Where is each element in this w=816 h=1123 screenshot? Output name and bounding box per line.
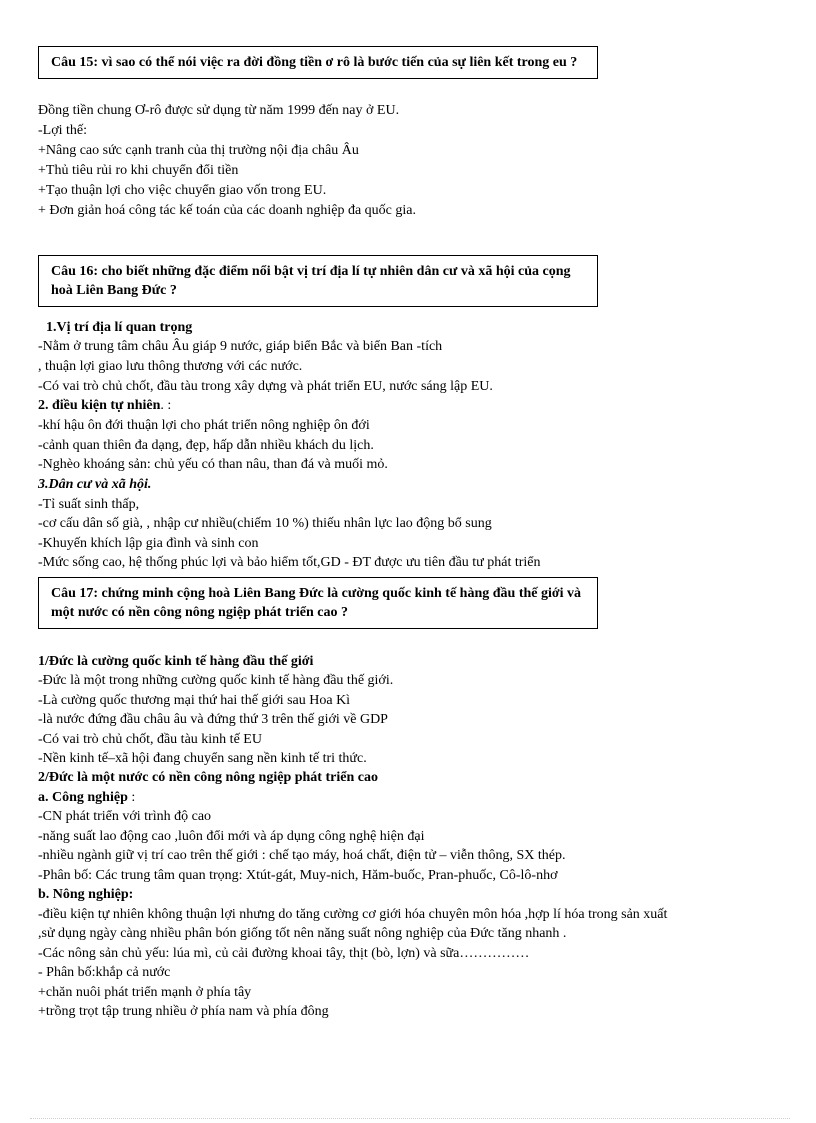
q17-line: -Đức là một trong những cường quốc kinh tế hàng đầu thế giới. (38, 673, 394, 688)
q17-line: - Phân bố:khắp cả nước (38, 965, 171, 980)
q17-heading-2: 2/Đức là một nước có nền công nông ngiệp phát triển cao (38, 770, 378, 785)
q17-heading-1: 1/Đức là cường quốc kinh tế hàng đầu thế giới (38, 654, 314, 669)
q16-line: , thuận lợi giao lưu thông thương với các nước. (38, 359, 303, 374)
question-16-box (38, 255, 598, 307)
q16-heading-1: 1.Vị trí địa lí quan trọng (46, 320, 193, 335)
q17-line: -điều kiện tự nhiên không thuận lợi nhưng do tăng cường cơ giới hóa chuyên môn hóa ,hợp lí hóa trong sản xuất (38, 907, 668, 922)
q17-line: -Phân bố: Các trung tâm quan trọng: Xtút-gát, Muy-nich, Hăm-buốc, Pran-phuốc, Cô-lô-nhơ (38, 868, 558, 883)
q17-heading-a-label: a. Công nghiệp (38, 790, 128, 805)
q16-line: -cơ cấu dân số già, , nhập cư nhiều(chiếm 10 %) thiếu nhân lực lao động bổ sung (38, 516, 492, 531)
q16-line: -Có vai trò chủ chốt, đầu tàu trong xây dựng và phát triển EU, nước sáng lập EU. (38, 379, 493, 394)
q17-line: ,sử dụng ngày càng nhiều phân bón giống tốt nên năng suất nông nghiệp của Đức tăng nhanh . (38, 926, 567, 941)
q16-line: -Khuyến khích lập gia đình và sinh con (38, 536, 259, 551)
question-17-box (38, 577, 598, 629)
q16-heading-2 (38, 396, 171, 415)
q17-heading-b: b. Nông nghiệp: (38, 887, 134, 902)
q16-line: -Mức sống cao, hệ thống phúc lợi và bảo hiểm tốt,GD - ĐT được ưu tiên đầu tư phát triển (38, 555, 541, 570)
q16-line: -khí hậu ôn đới thuận lợi cho phát triển nông nghiệp ôn đới (38, 418, 370, 433)
q17-line: -Các nông sản chủ yếu: lúa mì, củ cải đường khoai tây, thịt (bò, lợn) và sữa…………… (38, 946, 530, 961)
q17-line: -là nước đứng đầu châu âu và đứng thứ 3 trên thế giới về GDP (38, 712, 388, 727)
page-bottom-divider (30, 1118, 790, 1119)
q17-line: -năng suất lao động cao ,luôn đổi mới và áp dụng công nghệ hiện đại (38, 829, 425, 844)
q16-line: -Nghèo khoáng sản: chủ yếu có than nâu, than đá và muối mỏ. (38, 457, 388, 472)
q15-line: +Tạo thuận lợi cho việc chuyển giao vốn trong EU. (38, 183, 327, 198)
q16-heading-2-suffix: . : (160, 398, 172, 413)
q16-heading-3: 3.Dân cư và xã hội. (38, 477, 152, 492)
q17-line: -Có vai trò chủ chốt, đầu tàu kinh tế EU (38, 732, 262, 747)
question-17-text: Câu 17: chứng minh cộng hoà Liên Bang Đức là cường quốc kinh tế hàng đầu thế giới và một nước có nền công nông ngiệp phát triển cao ? (51, 586, 582, 620)
q17-line: +trồng trọt tập trung nhiều ở phía nam và phía đông (38, 1004, 329, 1019)
question-16-text: Câu 16: cho biết những đặc điểm nổi bật vị trí địa lí tự nhiên dân cư và xã hội của cọng hoà Liên Bang Đức ? (51, 264, 571, 298)
q15-line: Đồng tiền chung Ơ-rô được sử dụng từ năm 1999 đến nay ở EU. (38, 103, 400, 118)
question-15-text: Câu 15: vì sao có thể nói việc ra đời đồng tiền ơ rô là bước tiến của sự liên kết trong eu ? (51, 55, 578, 70)
q16-line: -Nằm ở trung tâm châu Âu giáp 9 nước, giáp biển Bắc và biển Ban -tích (38, 339, 443, 354)
q17-line: +chăn nuôi phát triển mạnh ở phía tây (38, 985, 252, 1000)
q16-line: -cảnh quan thiên đa dạng, đẹp, hấp dẫn nhiều khách du lịch. (38, 438, 374, 453)
q17-line: -nhiều ngành giữ vị trí cao trên thế giới : chế tạo máy, hoá chất, điện tử – viễn thông, SX thép. (38, 848, 566, 863)
q17-heading-a-suffix: : (127, 790, 136, 805)
q15-line: -Lợi thế: (38, 123, 87, 138)
question-15-box (38, 46, 598, 79)
q15-line: + Đơn giản hoá công tác kế toán của các doanh nghiệp đa quốc gia. (38, 203, 416, 218)
q17-line: -Nền kinh tế–xã hội đang chuyển sang nền kinh tế tri thức. (38, 751, 367, 766)
q17-line: -CN phát triển với trình độ cao (38, 809, 212, 824)
q15-line: +Nâng cao sức cạnh tranh của thị trường nội địa châu Âu (38, 143, 359, 158)
q15-line: +Thủ tiêu rủi ro khi chuyển đổi tiền (38, 163, 239, 178)
q16-line: -Tỉ suất sinh thấp, (38, 497, 140, 512)
q17-line: -Là cường quốc thương mại thứ hai thế giới sau Hoa Kì (38, 693, 351, 708)
q16-heading-2-label: 2. điều kiện tự nhiên (38, 398, 161, 413)
q17-heading-a (38, 788, 135, 807)
